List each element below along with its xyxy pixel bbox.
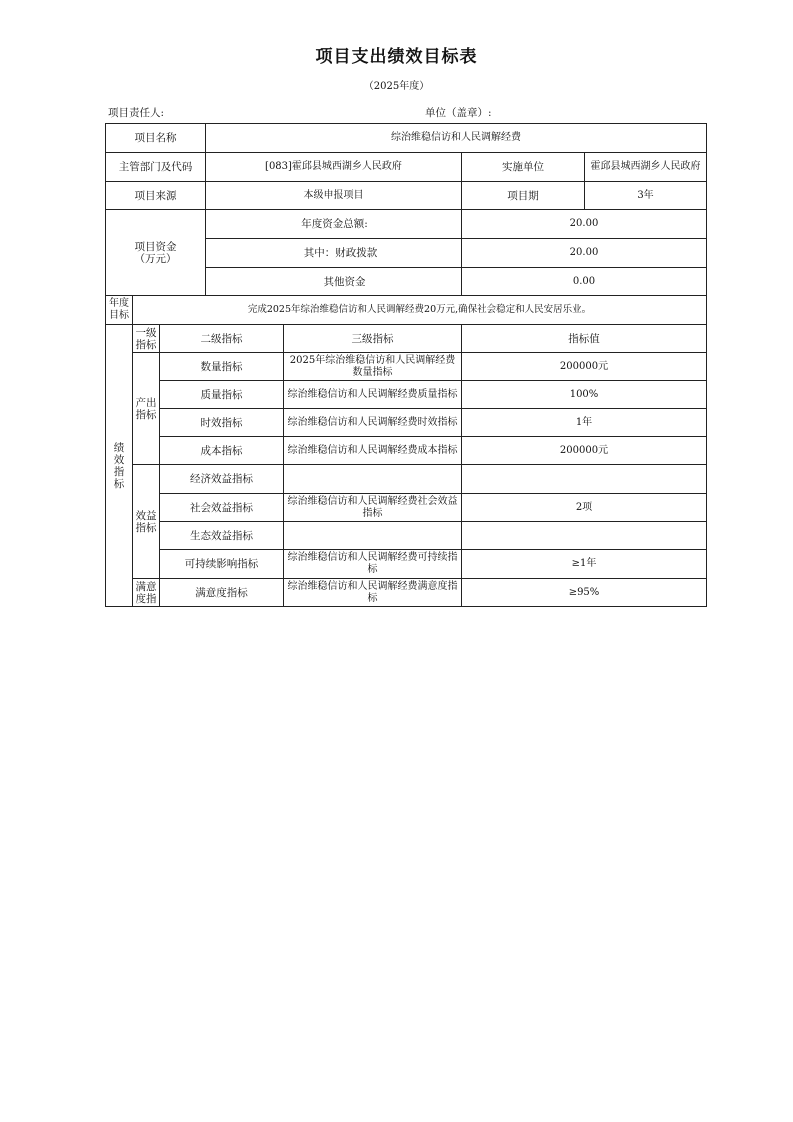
indicator-value-header: 指标值 bbox=[462, 325, 707, 353]
level3-cell: 2025年综治维稳信访和人民调解经费数量指标 bbox=[284, 353, 462, 381]
level1-header-line1: 一级 bbox=[135, 326, 157, 339]
level2-cell: 满意度指标 bbox=[160, 579, 284, 607]
level2-cell: 可持续影响指标 bbox=[160, 550, 284, 579]
level2-cell: 生态效益指标 bbox=[160, 522, 284, 550]
responsible-label: 项目责任人: bbox=[108, 107, 165, 119]
level3-cell bbox=[284, 465, 462, 494]
annual-goal-text: 完成2025年综治维稳信访和人民调解经费20万元,确保社会稳定和人民安居乐业。 bbox=[133, 296, 707, 325]
output-row-quality bbox=[106, 381, 707, 409]
satisfaction-row bbox=[106, 579, 707, 607]
level2-header: 二级指标 bbox=[160, 325, 284, 353]
output-row-timeliness bbox=[106, 409, 707, 437]
level1-header-line2: 指标 bbox=[135, 338, 157, 351]
level3-cell: 综治维稳信访和人民调解经费时效指标 bbox=[284, 409, 462, 437]
satisfaction-indicator-label bbox=[133, 579, 160, 607]
benefit-indicator-label bbox=[133, 465, 160, 579]
project-period-label: 项目期 bbox=[462, 182, 585, 210]
benefit-row-social bbox=[106, 494, 707, 522]
department-label: 主管部门及代码 bbox=[106, 153, 206, 182]
indicator-value-cell: 200000元 bbox=[462, 353, 707, 381]
year-subtitle: （2025年度） bbox=[363, 81, 430, 92]
benefit-label-line2: 指标 bbox=[135, 521, 157, 534]
funds-label bbox=[106, 210, 206, 296]
indicator-value-cell bbox=[462, 522, 707, 550]
level2-cell: 时效指标 bbox=[160, 409, 284, 437]
indicator-value-cell: ≥1年 bbox=[462, 550, 707, 579]
implementing-unit-label: 实施单位 bbox=[462, 153, 585, 182]
indicator-value-cell bbox=[462, 465, 707, 494]
level2-cell: 质量指标 bbox=[160, 381, 284, 409]
level2-cell: 经济效益指标 bbox=[160, 465, 284, 494]
project-name-label: 项目名称 bbox=[106, 124, 206, 153]
benefit-row-economic bbox=[106, 465, 707, 494]
level3-cell: 综治维稳信访和人民调解经费成本指标 bbox=[284, 437, 462, 465]
annual-goal-label-line1: 年度 bbox=[109, 298, 129, 309]
page-title: 项目支出绩效目标表 bbox=[315, 47, 478, 67]
level3-cell: 综治维稳信访和人民调解经费质量指标 bbox=[284, 381, 462, 409]
funds-label-line1: 项目资金 bbox=[134, 240, 177, 253]
performance-label-char: 效 bbox=[113, 453, 125, 466]
level1-header bbox=[133, 325, 160, 353]
level2-cell: 数量指标 bbox=[160, 353, 284, 381]
level2-cell: 成本指标 bbox=[160, 437, 284, 465]
project-source-label: 项目来源 bbox=[106, 182, 206, 210]
unit-seal-label: 单位（盖章）: bbox=[425, 107, 492, 119]
benefit-row-ecological bbox=[106, 522, 707, 550]
level3-header: 三级指标 bbox=[284, 325, 462, 353]
benefit-label-line1: 效益 bbox=[135, 509, 157, 522]
annual-goal-label-line2: 目标 bbox=[109, 310, 129, 321]
indicator-header-row bbox=[106, 325, 707, 353]
funds-fiscal-label: 其中：财政拨款 bbox=[206, 239, 462, 268]
indicator-value-cell: ≥95% bbox=[462, 579, 707, 607]
indicator-value-cell: 2项 bbox=[462, 494, 707, 522]
output-row-quantity bbox=[106, 353, 707, 381]
performance-indicator-label bbox=[106, 325, 133, 607]
funds-total-row bbox=[106, 210, 707, 239]
source-row bbox=[106, 182, 707, 210]
performance-label-char: 绩 bbox=[113, 441, 125, 454]
project-source-value: 本级申报项目 bbox=[206, 182, 462, 210]
performance-label-char: 指 bbox=[113, 465, 125, 478]
level3-cell: 综治维稳信访和人民调解经费可持续指标 bbox=[284, 550, 462, 579]
funds-total-value: 20.00 bbox=[462, 210, 707, 239]
project-name-row bbox=[106, 124, 707, 153]
funds-other-value: 0.00 bbox=[462, 268, 707, 296]
department-value: [083]霍邱县城西湖乡人民政府 bbox=[206, 153, 462, 182]
indicator-value-cell: 200000元 bbox=[462, 437, 707, 465]
annual-goal-row bbox=[106, 296, 707, 325]
level3-cell: 综治维稳信访和人民调解经费社会效益指标 bbox=[284, 494, 462, 522]
benefit-row-sustainable bbox=[106, 550, 707, 579]
annual-goal-label bbox=[106, 296, 133, 325]
funds-total-label: 年度资金总额: bbox=[206, 210, 462, 239]
performance-label-char: 标 bbox=[113, 477, 125, 490]
implementing-unit-value: 霍邱县城西湖乡人民政府 bbox=[585, 153, 707, 182]
department-row bbox=[106, 153, 707, 182]
output-indicator-label bbox=[133, 353, 160, 465]
project-name-value: 综治维稳信访和人民调解经费 bbox=[206, 124, 707, 153]
level2-cell: 社会效益指标 bbox=[160, 494, 284, 522]
performance-target-table bbox=[105, 123, 707, 607]
output-row-cost bbox=[106, 437, 707, 465]
output-label-line2: 指标 bbox=[135, 408, 157, 421]
indicator-value-cell: 100% bbox=[462, 381, 707, 409]
output-label-line1: 产出 bbox=[135, 396, 157, 409]
funds-other-label: 其他资金 bbox=[206, 268, 462, 296]
level3-cell bbox=[284, 522, 462, 550]
satisfaction-label-line1: 满意 bbox=[135, 580, 157, 593]
funds-label-line2: （万元） bbox=[134, 252, 177, 265]
satisfaction-label-line2: 度指 bbox=[135, 592, 157, 605]
indicator-value-cell: 1年 bbox=[462, 409, 707, 437]
funds-fiscal-value: 20.00 bbox=[462, 239, 707, 268]
project-period-value: 3年 bbox=[585, 182, 707, 210]
level3-cell: 综治维稳信访和人民调解经费满意度指标 bbox=[284, 579, 462, 607]
